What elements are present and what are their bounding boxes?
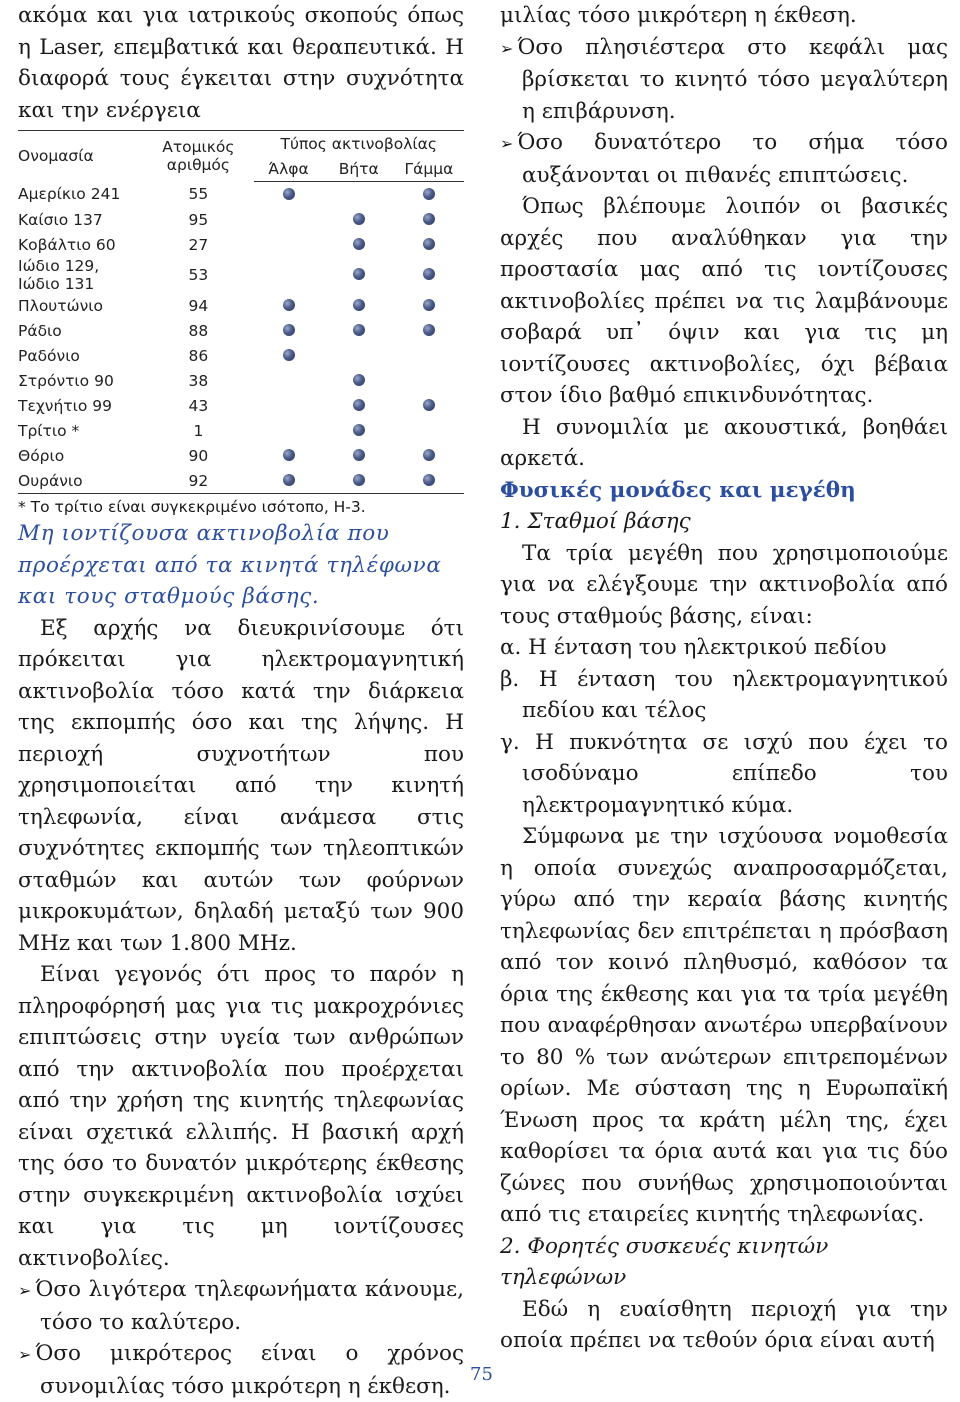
alpha-radiation-dot-icon	[283, 449, 295, 461]
gamma-radiation-dot-icon	[423, 299, 435, 311]
paragraph: Τα τρία μεγέθη που χρησιμοποιούμε για να ελέγξουμε την ακτινοβολία από τους σταθμούς βάσης, είναι:	[500, 540, 948, 629]
cell-alpha	[254, 207, 324, 232]
left-column	[18, 0, 464, 1402]
paragraph: Εξ αρχής να διευκρινίσουμε ότι πρόκειται για ηλεκτρομαγνητική ακτινοβολία τόσο κατά την διάρκεια της εκπομπής όσο και της λήψης. Η περιοχή συχνοτήτων που χρησιμοποιείται από την κινητή τηλεφωνία, είναι ανάμεσα στις συχνότητες εκπομπής των τηλεοπτικών σταθμών και αυτών των φούρνων μικροκυμάτων, δηλαδή μεταξύ των 900 MHz και των 1.800 MHz.	[18, 615, 464, 956]
table-row	[18, 418, 464, 443]
cell-beta	[324, 393, 394, 418]
section-heading-non-ionizing: Μη ιοντίζουσα ακτινοβολία που προέρχεται από τα κινητά τηλέφωνα και τους σταθμούς βάσης.	[18, 521, 442, 609]
beta-radiation-dot-icon	[353, 449, 365, 461]
arrow-bullet-icon: ➢	[18, 1345, 32, 1364]
bullet-item: ➢ Όσο πλησιέστερα στο κεφάλι μας βρίσκεται το κινητό τόσο μεγαλύτερη η επιβάρυνση.	[500, 34, 948, 124]
table-row	[18, 468, 464, 494]
cell-gamma	[394, 257, 464, 293]
cell-gamma	[394, 393, 464, 418]
atomic-number: 55	[188, 185, 209, 204]
isotope-name: Ραδόνιο	[18, 346, 80, 365]
cell-gamma	[394, 232, 464, 257]
beta-radiation-dot-icon	[353, 424, 365, 436]
col-number-header: Ατομικός αριθμός	[143, 131, 253, 182]
gamma-radiation-dot-icon	[423, 213, 435, 225]
arrow-bullet-icon: ➢	[500, 134, 514, 153]
beta-radiation-dot-icon	[353, 474, 365, 486]
cell-beta	[324, 418, 394, 443]
bullet-item: ➢ Όσο μικρότερος είναι ο χρόνος συνομιλίας τόσο μικρότερη η έκθεση.	[18, 1341, 464, 1399]
isotope-name: Καίσιο 137	[18, 210, 103, 229]
beta-radiation-dot-icon	[353, 299, 365, 311]
cell-gamma	[394, 418, 464, 443]
paragraph: Είναι γεγονός ότι προς το παρόν η πληροφόρησή μας για τις μακροχρόνιες επιπτώσεις στην υγεία των ανθρώπων από την ακτινοβολία που προέρχεται από την χρήση της κινητής τηλεφωνίας είναι σχετικά ελλιπής. Η βασική αρχή της όσο το δυνατόν μικρότερης έκθεσης στην συγκεκριμένη ακτινοβολία ισχύει και για τις μη ιοντίζουσες ακτινοβολίες.	[18, 962, 464, 1271]
gamma-radiation-dot-icon	[423, 324, 435, 336]
cell-beta	[324, 468, 394, 494]
cell-alpha	[254, 257, 324, 293]
continuation-text: μιλίας τόσο μικρότερη η έκθεση.	[500, 3, 857, 28]
paragraph: Σύμφωνα με την ισχύουσα νομοθεσία η οποία συνεχώς αναπροσαρμόζεται, γύρω από την κεραία βάσης κινητής τηλεφωνίας δεν επιτρέπεται η πρόσβαση από τον κοινό πληθυσμό, καθόσον τα όρια της έκθεσης και για τα τρία μεγέθη που αναφέρθησαν ανωτέρω υπερβαίνουν το 80 % των ανώτερων επιτρεπομένων ορίων. Με σύσταση της η Ευρωπαϊκή Ένωση προς τα κράτη μέλη της, έχει καθορίσει τα όρια αυτά και για τις δύο ζώνες που συνήθως χρησιμοποιούνται από τις εταιρείες κινητής τηλεφωνίας.	[500, 824, 948, 1227]
table-row	[18, 257, 464, 293]
alpha-radiation-dot-icon	[283, 324, 295, 336]
col-alpha-header: Άλφα	[254, 156, 324, 182]
alpha-radiation-dot-icon	[283, 349, 295, 361]
atomic-number: 88	[188, 321, 209, 340]
alpha-radiation-dot-icon	[283, 188, 295, 200]
atomic-number: 43	[188, 396, 209, 415]
cell-gamma	[394, 468, 464, 494]
page-number: 75	[470, 1364, 493, 1385]
cell-beta	[324, 232, 394, 257]
gamma-radiation-dot-icon	[423, 474, 435, 486]
table-row	[18, 443, 464, 468]
cell-alpha	[254, 468, 324, 494]
cell-alpha	[254, 368, 324, 393]
beta-radiation-dot-icon	[353, 238, 365, 250]
cell-alpha	[254, 443, 324, 468]
isotope-name: Ουράνιο	[18, 468, 143, 494]
cell-beta	[324, 443, 394, 468]
beta-radiation-dot-icon	[353, 213, 365, 225]
right-column	[500, 0, 948, 1357]
subheading-portable-devices: 2. Φορητές συσκευές κινητών τηλεφώνων	[500, 1233, 829, 1290]
table-row	[18, 393, 464, 418]
cell-beta	[324, 343, 394, 368]
cell-gamma	[394, 182, 464, 208]
arrow-bullet-icon: ➢	[500, 38, 514, 58]
cell-alpha	[254, 318, 324, 343]
table-row	[18, 343, 464, 368]
table-row	[18, 318, 464, 343]
table-row	[18, 232, 464, 257]
cell-beta	[324, 207, 394, 232]
atomic-number: 53	[188, 266, 209, 284]
table-row	[18, 368, 464, 393]
isotope-name: Στρόντιο 90	[18, 371, 114, 390]
bullet-item: ➢ Όσο δυνατότερο το σήμα τόσο αυξάνονται οι πιθανές επιπτώσεις.	[500, 130, 948, 188]
isotope-name: Θόριο	[18, 446, 65, 465]
bullet-item: ➢ Όσο λιγότερα τηλεφωνήματα κάνουμε, τόσο το καλύτερο.	[18, 1277, 464, 1335]
subheading-base-stations: 1. Σταθμοί βάσης	[500, 509, 691, 534]
col-name-header: Ονομασία	[18, 131, 143, 182]
isotope-name: Ιώδιο 129, Ιώδιο 131	[18, 257, 100, 293]
paragraph: Η συνομιλία με ακουστικά, βοηθάει αρκετά.	[500, 414, 948, 471]
cell-alpha	[254, 293, 324, 318]
list-item-c: γ. Η πυκνότητα σε ισχύ που έχει το ισοδύναμο επίπεδο του ηλεκτρομαγνητικό κύμα.	[500, 729, 948, 818]
atomic-number: 90	[188, 446, 209, 465]
col-type-header: Τύπος ακτινοβολίας	[254, 131, 465, 157]
atomic-number: 94	[188, 296, 209, 315]
cell-alpha	[254, 418, 324, 443]
cell-gamma	[394, 368, 464, 393]
beta-radiation-dot-icon	[353, 268, 365, 280]
atomic-number: 92	[143, 468, 253, 494]
table-footnote: * Το τρίτιο είναι συγκεκριμένο ισότοπο, Η-3.	[18, 498, 366, 516]
cell-alpha	[254, 182, 324, 208]
isotope-name: Αμερίκιο 241	[18, 185, 121, 204]
beta-radiation-dot-icon	[353, 374, 365, 386]
cell-beta	[324, 318, 394, 343]
isotope-name: Κοβάλτιο 60	[18, 235, 116, 254]
cell-gamma	[394, 343, 464, 368]
gamma-radiation-dot-icon	[423, 449, 435, 461]
cell-gamma	[394, 207, 464, 232]
cell-beta	[324, 257, 394, 293]
cell-alpha	[254, 343, 324, 368]
isotope-table	[18, 130, 464, 494]
atomic-number: 86	[188, 346, 209, 365]
table-row	[18, 182, 464, 208]
cell-beta	[324, 293, 394, 318]
arrow-bullet-icon: ➢	[18, 1281, 32, 1300]
gamma-radiation-dot-icon	[423, 268, 435, 280]
cell-alpha	[254, 393, 324, 418]
isotope-name: Τεχνήτιο 99	[18, 396, 112, 415]
table-row	[18, 293, 464, 318]
isotope-name: Πλουτώνιο	[18, 296, 103, 315]
col-gamma-header: Γάμμα	[394, 156, 464, 182]
list-item-a: α. Η ένταση του ηλεκτρικού πεδίου	[500, 635, 887, 660]
beta-radiation-dot-icon	[353, 399, 365, 411]
isotope-table-body	[18, 182, 464, 494]
cell-gamma	[394, 443, 464, 468]
cell-beta	[324, 182, 394, 208]
gamma-radiation-dot-icon	[423, 188, 435, 200]
paragraph: Εδώ η ευαίσθητη περιοχή για την οποία πρέπει να τεθούν όρια είναι αυτή	[500, 1296, 948, 1353]
atomic-number: 95	[188, 210, 209, 229]
cell-gamma	[394, 318, 464, 343]
atomic-number: 38	[188, 371, 209, 390]
isotope-name: Τρίτιο *	[18, 421, 80, 440]
atomic-number: 27	[188, 235, 209, 254]
gamma-radiation-dot-icon	[423, 238, 435, 250]
atomic-number: 1	[193, 421, 204, 440]
cell-gamma	[394, 293, 464, 318]
alpha-radiation-dot-icon	[283, 474, 295, 486]
cell-alpha	[254, 232, 324, 257]
isotope-name: Ράδιο	[18, 321, 62, 340]
intro-paragraph: ακόμα και για ιατρικούς σκοπούς όπως η Laser, επεμβατικά και θεραπευτικά. Η διαφορά τους έγκειται στην συχνότητα και την ενέργεια	[18, 3, 464, 123]
list-item-b: β. Η ένταση του ηλεκτρομαγνητικού πεδίου και τέλος	[500, 666, 948, 723]
alpha-radiation-dot-icon	[283, 299, 295, 311]
col-beta-header: Βήτα	[324, 156, 394, 182]
section-heading-units: Φυσικές μονάδες και μεγέθη	[500, 477, 856, 503]
table-row	[18, 207, 464, 232]
beta-radiation-dot-icon	[353, 324, 365, 336]
cell-beta	[324, 368, 394, 393]
paragraph: Όπως βλέπουμε λοιπόν οι βασικές αρχές που αναλύθηκαν για την προστασία μας από τις ιοντίζουσες ακτινοβολίες πρέπει να τις λαμβάνουμε σοβαρά υπ᾽ όψιν και για τις μη ιοντίζουσες ακτινοβολίες, όχι βέβαια στον ίδιο βαθμό επικινδυνότητας.	[500, 194, 948, 408]
gamma-radiation-dot-icon	[423, 399, 435, 411]
